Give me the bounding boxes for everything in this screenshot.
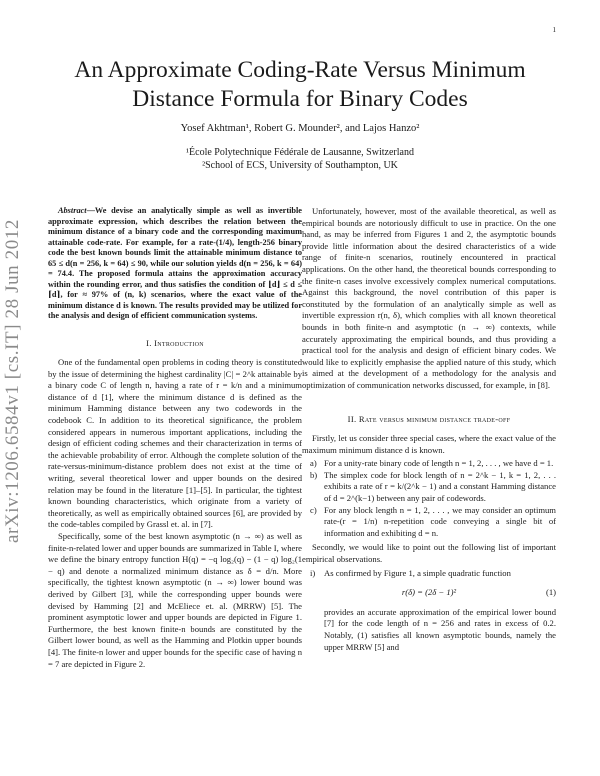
list-item: a) For a unity-rate binary code of length n = 1, 2, . . . , we have d = 1. xyxy=(310,458,554,469)
authors: Yosef Akhtman¹, Robert G. Mounder², and Lajos Hanzo² xyxy=(180,123,420,134)
list-item: c) For any block length n = 1, 2, . . . , we may consider an optimum rate-(r = 1/n) n-repetition code conveying a single bit of information and exhibiting d = n. xyxy=(310,504,556,538)
list-item: i) As confirmed by Figure 1, a simple quadratic function xyxy=(310,567,511,578)
affiliation-1: ¹École Polytechnique Fédérale de Lausanne, Switzerland xyxy=(186,147,414,158)
right-column xyxy=(302,206,556,653)
abstract xyxy=(48,206,302,322)
observations-list xyxy=(302,568,556,580)
section-heading-trade-off: II. Rate versus minimum distance trade-off xyxy=(347,413,511,424)
left-column xyxy=(48,206,302,670)
intro-paragraph-2: Specifically, some of the best known asymptotic (n → ∞) as well as finite-n-related lower and upper bounds are summarized in Table I, where we define the binary entropy function H(q) = −q log₂(q) − (1 − q) log₂(1 − q) and denote a normalized minimum distance as δ = d/n. More specifically, the tightest known asymptotic (n → ∞) lower bound was derived by Gilbert [3], while the corresponding upper bounds were devised by Hamming [2] and McEliece et. al. (MRRW) [5]. The prominent asymptotic lower and upper bounds are depicted in Figure 1. Furthermore, the best known finite-n bounds are constituted by the Gilbert lower bound, as well as the Hamming and Plotkin upper bounds [4]. The finite-n lower and upper bounds for the specific case of having n = 7 are depicted in Figure 2. xyxy=(48,531,302,669)
equation-number: (1) xyxy=(545,587,556,598)
abstract-label: Abstract xyxy=(58,206,87,215)
page-number: 1 xyxy=(552,26,556,34)
list-item: b) The simplex code for block length of n = 2^k − 1, k = 1, 2, . . . exhibits a rate of r = k/(2^k − 1) and a constant Hamming distance of d = 2^(k−1) between any pair of codewords. xyxy=(310,469,556,504)
equation-body: r(δ) = (2δ − 1)² xyxy=(401,587,457,598)
special-cases-list xyxy=(302,458,556,539)
right-paragraph-2: Firstly, let us consider three special cases, where the exact value of the maximum minimum distance d is known. xyxy=(302,433,556,455)
section-heading-introduction: I. Introduction xyxy=(146,337,204,348)
abstract-text: —We devise an analytically simple as well as invertible approximate expression, which describes the relation between the minimum distance of a binary code and the corresponding maximum attainable code-rate. For example, for a rate-(1/4), length-256 binary code the best known bounds limit the attainable minimum distance to 65 ≤ d(n = 256, k = 64) ≤ 90, while our solution yields d(n = 256, k = 64) = 74.4. The proposed formula attains the approximation accuracy within the rounding error, and thus satisfies the condition of ⌊d⌋ ≤ d ≤ ⌈d⌉, for ≈ 97% of (n, k) scenarios, where the exact value of the minimum distance d is known. The results provided may be utilized for the analysis and design of efficient communication systems. xyxy=(48,206,302,320)
equation-1 xyxy=(302,587,556,599)
right-paragraph-1: Unfortunately, however, most of the available theoretical, as well as empirical bounds are notoriously difficult to use in practice. On the one hand, as may be inferred from Figures 1 and 2, the asymptotic bounds provide little information about the desired characteristics of a wide range of finite-n scenarios, routinely encountered in practical applications. On the other hand, the theoretical bounds corresponding to the finite-n cases involve excessively complex numerical computations. Against this background, the novel contribution of this paper is constituted by the formulation of an analytically simple as well as invertible expression r(n, δ), which complies with all known theoretical bounds in both finite-n and asymptotic (n → ∞) contexts, while accurately approximating the empirical bounds, and thus providing a practical tool for the analysis and design of efficient binary codes. We would like to explicitly emphasise the applied nature of this study, which is aimed at the development of a methodology for the analysis and optimization of communication networks discussed, for example, in [8]. xyxy=(302,206,556,390)
affiliations xyxy=(60,146,540,172)
affiliation-2: ²School of ECS, University of Southampton, UK xyxy=(202,160,398,171)
paper-title: An Approximate Coding-Rate Versus Minimum Distance Formula for Binary Codes xyxy=(74,57,526,112)
arxiv-stamp: arXiv:1206.6584v1 [cs.IT] 28 Jun 2012 xyxy=(2,218,23,544)
right-paragraph-4: provides an accurate approximation of the empirical lower bound [7] for the code length of n = 256 and rates in excess of 0.2. Notably, (1) satisfies all known asymptotic bounds, namely the upper MRRW [5] and xyxy=(324,606,556,652)
intro-paragraph-1: One of the fundamental open problems in coding theory is constituted by the issue of determining the highest cardinality |C| = 2^k attainable by a binary code C of length n, having a rate of r = k/n and a minimum distance of d [1], where the minimum distance d is defined as the minimum Hamming distance between any two codewords in the codebook C. In addition to its theoretical significance, the problem considered appears in numerous important applications, including the design of efficient coding schemes and their characterization in terms of the achievable probability of error. Although the complete solution of the rate-versus-minimum-distance problem does not exist at the time of writing, several theoretical lower and upper bounds on the desired relation may be found in the literature [1]–[5]. In particular, the tightest known bounding characteristics, which originate from a variety of theoretically, as well as empirically obtained sources [6], are provided by the code-tables compiled by Grassl et. al. in [7]. xyxy=(48,357,302,530)
right-paragraph-3: Secondly, we would like to point out the following list of important empirical observations. xyxy=(302,542,556,565)
